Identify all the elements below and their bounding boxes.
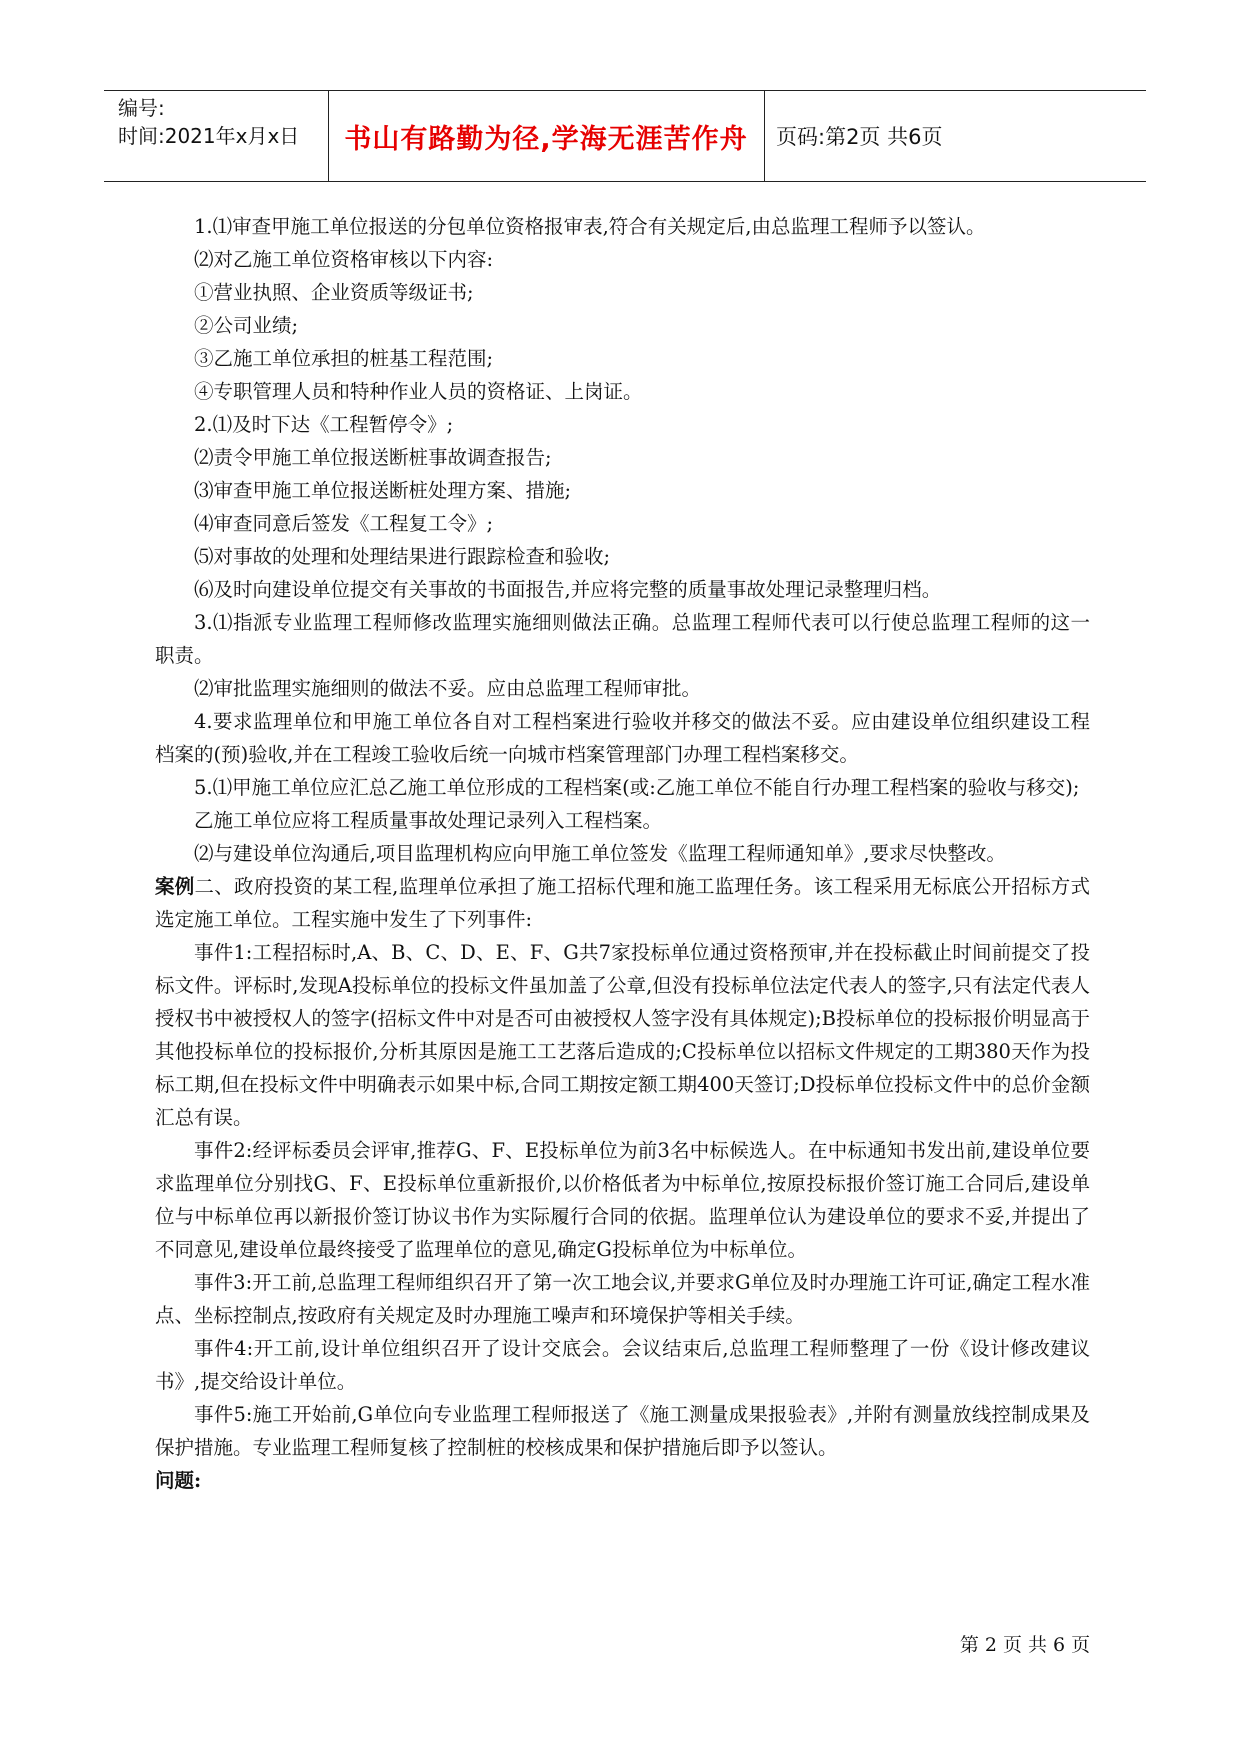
page-footer: 第 2 页 共 6 页 bbox=[959, 1634, 1091, 1656]
event-paragraph: 事件4:开工前,设计单位组织召开了设计交底会。会议结束后,总监理工程师整理了一份《设计修改建议书》,提交给设计单位。 bbox=[155, 1337, 1090, 1393]
header-page-number: 页码:第2页 共6页 bbox=[776, 125, 943, 149]
event-paragraph: 事件1:工程招标时,A、B、C、D、E、F、G共7家投标单位通过资格预审,并在投标截止时间前提交了投标文件。评标时,发现A投标单位的投标文件虽加盖了公章,但没有投标单位法定代表人的签字,只有法定代表人授权书中被授权人的签字(招标文件中对是否可由被授权人签字没有具体规定);B投标单位的投标报价明显高于其他投标单位的投标报价,分析其原因是施工工艺落后造成的;C投标单位以招标文件规定的工期380天作为投标工期,但在投标文件中明确表示如果中标,合同工期按定额工期400天签订;D投标单位投标文件中的总价金额汇总有误。 bbox=[155, 941, 1090, 1129]
paragraph: 3.⑴指派专业监理工程师修改监理实施细则做法正确。总监理工程师代表可以行使总监理工程师的这一职责。 bbox=[155, 611, 1090, 667]
paragraph: 乙施工单位应将工程质量事故处理记录列入工程档案。 bbox=[194, 809, 663, 832]
event-paragraph: 事件2:经评标委员会评审,推荐G、F、E投标单位为前3名中标候选人。在中标通知书发出前,建设单位要求监理单位分别找G、F、E投标单位重新报价,以价格低者为中标单位,按原投标报价签订施工合同后,建设单位与中标单位再以新报价签订协议书作为实际履行合同的依据。监理单位认为建设单位的要求不妥,并提出了不同意见,建设单位最终接受了监理单位的意见,确定G投标单位为中标单位。 bbox=[155, 1139, 1090, 1261]
case-paragraph bbox=[155, 870, 1090, 936]
event-paragraph: 事件5:施工开始前,G单位向专业监理工程师报送了《施工测量成果报验表》,并附有测量放线控制成果及保护措施。专业监理工程师复核了控制桩的校核成果和保护措施后即予以签认。 bbox=[155, 1403, 1090, 1459]
paragraph: 5.⑴甲施工单位应汇总乙施工单位形成的工程档案(或:乙施工单位不能自行办理工程档案的验收与移交); bbox=[194, 776, 1080, 799]
paragraph: ⑵责令甲施工单位报送断桩事故调查报告; bbox=[194, 446, 552, 469]
document-body bbox=[155, 210, 1090, 1497]
case-label: 案例 bbox=[155, 875, 195, 898]
page-header bbox=[104, 90, 1146, 182]
case-text: 二、政府投资的某工程,监理单位承担了施工招标代理和施工监理任务。该工程采用无标底公开招标方式选定施工单位。工程实施中发生了下列事件: bbox=[155, 875, 1090, 931]
paragraph: ⑶审查甲施工单位报送断桩处理方案、措施; bbox=[194, 479, 572, 502]
paragraph: ⑸对事故的处理和处理结果进行跟踪检查和验收; bbox=[194, 545, 611, 568]
header-motto: 书山有路勤为径,学海无涯苦作舟 bbox=[344, 123, 748, 155]
paragraph: ⑵与建设单位沟通后,项目监理机构应向甲施工单位签发《监理工程师通知单》,要求尽快整改。 bbox=[194, 842, 1006, 865]
paragraph: ②公司业绩; bbox=[194, 314, 299, 337]
paragraph: ①营业执照、企业资质等级证书; bbox=[194, 281, 474, 304]
paragraph: ③乙施工单位承担的桩基工程范围; bbox=[194, 347, 494, 370]
paragraph: 1.⑴审查甲施工单位报送的分包单位资格报审表,符合有关规定后,由总监理工程师予以签认。 bbox=[194, 215, 986, 238]
paragraph: ⑹及时向建设单位提交有关事故的书面报告,并应将完整的质量事故处理记录整理归档。 bbox=[194, 578, 942, 601]
paragraph: ⑵审批监理实施细则的做法不妥。应由总监理工程师审批。 bbox=[194, 677, 702, 700]
paragraph: ⑵对乙施工单位资格审核以下内容: bbox=[194, 248, 494, 271]
paragraph: 4.要求监理单位和甲施工单位各自对工程档案进行验收并移交的做法不妥。应由建设单位组织建设工程档案的(预)验收,并在工程竣工验收后统一向城市档案管理部门办理工程档案移交。 bbox=[155, 710, 1090, 766]
paragraph: 2.⑴及时下达《工程暂停令》; bbox=[194, 413, 454, 436]
question-heading: 问题: bbox=[155, 1469, 202, 1492]
document-number: 编号: bbox=[118, 96, 165, 120]
header-divider bbox=[764, 90, 765, 182]
paragraph: ⑷审查同意后签发《工程复工令》; bbox=[194, 512, 494, 535]
event-paragraph: 事件3:开工前,总监理工程师组织召开了第一次工地会议,并要求G单位及时办理施工许可证,确定工程水准点、坐标控制点,按政府有关规定及时办理施工噪声和环境保护等相关手续。 bbox=[155, 1271, 1090, 1327]
document-time: 时间:2021年x月x日 bbox=[118, 124, 300, 148]
paragraph: ④专职管理人员和特种作业人员的资格证、上岗证。 bbox=[194, 380, 643, 403]
